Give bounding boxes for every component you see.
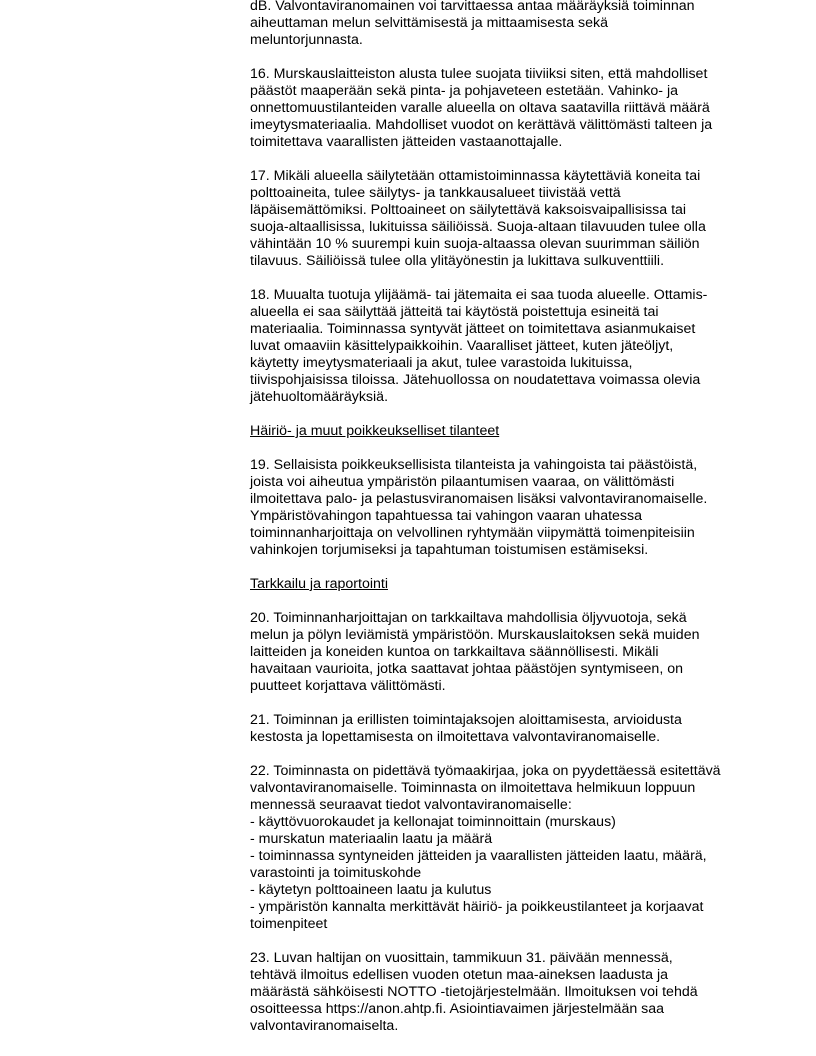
paragraph-line: tiivispohjaisissa tiloissa. Jätehuollossa on noudatettava voimassa olevia (250, 372, 701, 388)
paragraph-line: varastointi ja toimituskohde (250, 865, 422, 881)
paragraph-spacer (250, 151, 750, 168)
paragraph-line: laitteiden ja koneiden kuntoa on tarkkailtava säännöllisesti. Mikäli (250, 644, 659, 660)
paragraph-spacer (250, 933, 750, 950)
paragraph-line: materiaalia. Toiminnassa syntyvät jätteet on toimitettava asianmukaiset (250, 321, 696, 337)
document-page (250, 0, 750, 1035)
paragraph-line: havaitaan vaurioita, jotka saattavat johtaa päästöjen syntymiseen, on (250, 661, 683, 677)
paragraph-line: - murskatun materiaalin laatu ja määrä (250, 831, 493, 847)
paragraph-line: 20. Toiminnanharjoittajan on tarkkailtava mahdollisia öljyvuotoja, sekä (250, 610, 687, 626)
paragraph-spacer (250, 593, 750, 610)
paragraph-line: 16. Murskauslaitteiston alusta tulee suojata tiiviiksi siten, että mahdolliset (250, 66, 708, 82)
paragraph-spacer (250, 746, 750, 763)
paragraph-spacer (250, 559, 750, 576)
paragraph-line: toiminnanharjoittaja on velvollinen ryhtymään viipymättä toimenpiteisiin (250, 525, 695, 541)
paragraph-line: vähintään 10 % suurempi kuin suoja-altaassa olevan suurimman säiliön (250, 236, 700, 252)
paragraph-spacer (250, 406, 750, 423)
paragraph (250, 457, 750, 559)
paragraph-spacer (250, 49, 750, 66)
paragraph (250, 0, 750, 49)
paragraph-line: meluntorjunnasta. (250, 32, 363, 48)
paragraph-line: suoja-altaallisissa, lukituissa säiliöissä. Suoja-altaan tilavuuden tulee olla (250, 219, 706, 235)
section-heading: Tarkkailu ja raportointi (250, 576, 388, 592)
paragraph-line: 21. Toiminnan ja erillisten toimintajaksojen aloittamisesta, arvioidusta (250, 712, 682, 728)
paragraph-line: jätehuoltomääräyksiä. (250, 389, 389, 405)
paragraph-line: imeytysmateriaalia. Mahdolliset vuodot on kerättävä välittömästi talteen ja (250, 117, 713, 133)
paragraph (250, 66, 750, 151)
paragraph-line: Ympäristövahingon tapahtuessa tai vahingon vaaran uhatessa (250, 508, 642, 524)
paragraph-line: ilmoitettava palo- ja pelastusviranomaisen lisäksi valvontaviranomaiselle. (250, 491, 708, 507)
paragraph-line: 17. Mikäli alueella säilytetään ottamistoiminnassa käytettäviä koneita tai (250, 168, 701, 184)
paragraph-line: melun ja pölyn leviämistä ympäristöön. Murskauslaitoksen sekä muiden (250, 627, 700, 643)
paragraph-line: alueella ei saa säilyttää jätteitä tai käytöstä poistettuja esineitä tai (250, 304, 659, 320)
paragraph-line: toimenpiteet (250, 916, 328, 932)
paragraph-line: - ympäristön kannalta merkittävät häiriö- ja poikkeustilanteet ja korjaavat (250, 899, 704, 915)
paragraph (250, 287, 750, 406)
paragraph-line: onnettomuustilanteiden varalle alueella on oltava saatavilla riittävä määrä (250, 100, 710, 116)
paragraph-line: 23. Luvan haltijan on vuosittain, tammikuun 31. päivään mennessä, (250, 950, 673, 966)
paragraph-line: valvontaviranomaiselta. (250, 1018, 399, 1034)
paragraph-line: tehtävä ilmoitus edellisen vuoden otetun maa-aineksen laadusta ja (250, 967, 669, 983)
paragraph-line: - käyttövuorokaudet ja kellonajat toiminnoittain (murskaus) (250, 814, 616, 830)
paragraph-line: määrästä sähköisesti NOTTO -tietojärjestelmään. Ilmoituksen voi tehdä (250, 984, 698, 1000)
paragraph (250, 763, 750, 933)
section-heading: Häiriö- ja muut poikkeukselliset tilanteet (250, 423, 500, 439)
paragraph-line: aiheuttaman melun selvittämisestä ja mittaamisesta sekä (250, 15, 608, 31)
paragraph-line: läpäisemättömiksi. Polttoaineet on säilytettävä kaksoisvaipallisissa tai (250, 202, 687, 218)
paragraph-line: polttoaineita, tulee säilytys- ja tankkausalueet tiivistää vettä (250, 185, 621, 201)
paragraph-line: - käytetyn polttoaineen laatu ja kulutus (250, 882, 492, 898)
paragraph-spacer (250, 270, 750, 287)
paragraph-line: kestosta ja lopettamisesta on ilmoitettava valvontaviranomaiselle. (250, 729, 661, 745)
paragraph-line: luvat omaaviin käsittelypaikkoihin. Vaaralliset jätteet, kuten jäteöljyt, (250, 338, 674, 354)
paragraph-spacer (250, 440, 750, 457)
paragraph-line: 22. Toiminnasta on pidettävä työmaakirjaa, joka on pyydettäessä esitettävä (250, 763, 721, 779)
paragraph-line: päästöt maaperään sekä pinta- ja pohjaveteen estetään. Vahinko- ja (250, 83, 679, 99)
paragraph-line: osoitteessa https://anon.ahtp.fi. Asiointiavaimen järjestelmään saa (250, 1001, 665, 1017)
paragraph-spacer (250, 695, 750, 712)
paragraph-line: valvontaviranomaiselle. Toiminnasta on ilmoitettava helmikuun loppuun (250, 780, 696, 796)
paragraph-line: joista voi aiheutua ympäristön pilaantumisen vaaraa, on välittömästi (250, 474, 675, 490)
paragraph (250, 610, 750, 695)
paragraph-line: tilavuus. Säiliöissä tulee olla ylitäyönestin ja lukittava sulkuventtiili. (250, 253, 665, 269)
paragraph-line: puutteet korjattava välittömästi. (250, 678, 446, 694)
paragraph-line: 19. Sellaisista poikkeuksellisista tilanteista ja vahingoista tai päästöistä, (250, 457, 698, 473)
paragraph-line: - toiminnassa syntyneiden jätteiden ja vaarallisten jätteiden laatu, määrä, (250, 848, 707, 864)
paragraph-line: mennessä seuraavat tiedot valvontaviranomaiselle: (250, 797, 572, 813)
paragraph (250, 950, 750, 1035)
paragraph-line: 18. Muualta tuotuja ylijäämä- tai jätemaita ei saa tuoda alueelle. Ottamis- (250, 287, 708, 303)
paragraph-line: toimitettava vaarallisten jätteiden vastaanottajalle. (250, 134, 563, 150)
paragraph-line: dB. Valvontaviranomainen voi tarvittaessa antaa määräyksiä toiminnan (250, 0, 695, 14)
paragraph (250, 712, 750, 746)
paragraph (250, 168, 750, 270)
paragraph-line: vahinkojen torjumiseksi ja tapahtuman toistumisen estämiseksi. (250, 542, 649, 558)
paragraph-line: käytetty imeytysmateriaali ja akut, tulee varastoida lukituissa, (250, 355, 633, 371)
